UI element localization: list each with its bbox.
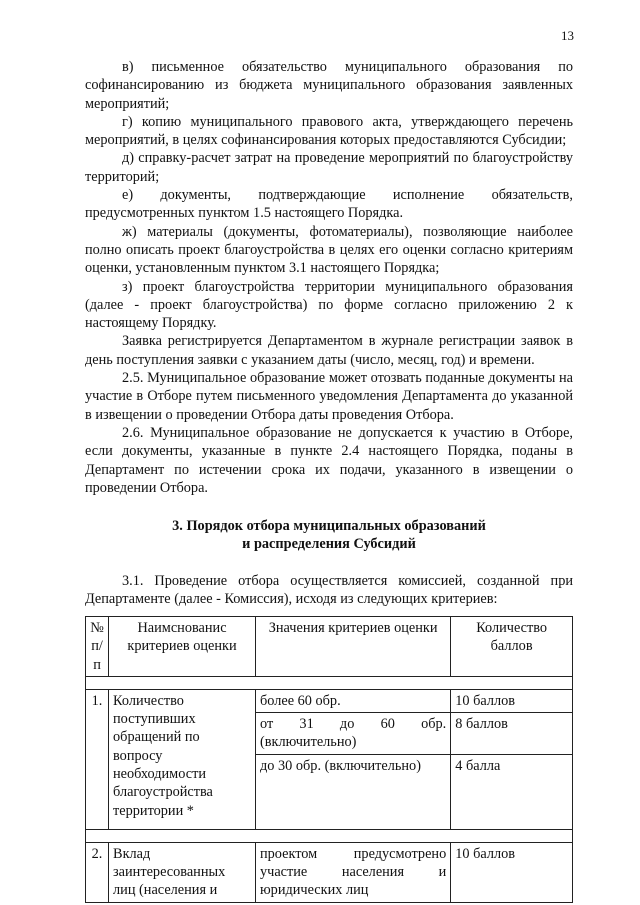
paragraph-e: е) документы, подтверждающие исполнение обязательств, предусмотренных пунктом 1.5 настоящего Порядка.	[85, 187, 573, 222]
header-criteria-name: Наимснованис критериев оценки	[109, 617, 256, 677]
row2-criteria-name: Вклад заинтересованных лиц (населения и	[109, 842, 256, 902]
paragraph-3-1: 3.1. Проведение отбора осуществляется комиссией, созданной при Департаменте (далее - Комиссия), исходя из следующих критериев:	[85, 572, 573, 608]
criteria-table	[85, 616, 573, 903]
paragraph-g: г) копию муниципального правового акта, утверждающего перечень мероприятий, в целях софинансирования которых предоставляются Субсидии;	[85, 113, 573, 149]
row2-value-1: проектом предусмотрено участие населения и юридических лиц	[256, 842, 451, 902]
section-heading-line1: 3. Порядок отбора муниципальных образований	[172, 518, 486, 535]
row1-points-2: 8 баллов	[451, 713, 573, 755]
section-heading-line2: и распределения Субсидий	[242, 536, 416, 553]
paragraph-d: д) справку-расчет затрат на проведение мероприятий по благоустройству территорий;	[85, 150, 573, 185]
row1-value-1: более 60 обр.	[256, 689, 451, 712]
header-num: № п/п	[86, 617, 109, 677]
row1-value-2: от 31 до 60 обр. (включительно)	[256, 713, 451, 755]
paragraph-z: з) проект благоустройства территории муниципального образования (далее - проект благоустройства) по форме согласно приложению 2 к настоящему Порядку.	[85, 278, 573, 332]
row1-value-3: до 30 обр. (включительно)	[256, 754, 451, 829]
row2-num: 2.	[86, 842, 109, 902]
row2-points-1: 10 баллов	[451, 842, 573, 902]
header-criteria-values: Значения критериев оценки	[256, 617, 451, 677]
section-heading	[85, 517, 573, 554]
row1-points-1: 10 баллов	[451, 689, 573, 712]
document-body	[85, 58, 573, 608]
paragraph-2-6: 2.6. Муниципальное образование не допускается к участию в Отборе, если документы, указанные в пункте 2.4 настоящего Порядка, поданы в Департамент по истечении срока их подачи, указанного в извещении о проведении Отбора.	[85, 424, 573, 496]
row1-criteria-name: Количество поступивших обращений по вопросу необходимости благоустройства территории *	[109, 689, 256, 829]
table-row	[86, 842, 573, 902]
table-spacer	[86, 676, 573, 689]
table-header-row	[86, 617, 573, 677]
table-spacer	[86, 829, 573, 842]
paragraph-registration: Заявка регистрируется Департаментом в журнале регистрации заявок в день поступления заявки с указанием даты (число, месяц, год) и времени.	[85, 333, 573, 368]
paragraph-v: в) письменное обязательство муниципального образования по софинансированию из бюджета муниципального образования заявленных мероприятий;	[85, 59, 573, 112]
row1-num: 1.	[86, 689, 109, 829]
paragraph-zh: ж) материалы (документы, фотоматериалы), позволяющие наиболее полно описать проект благоустройства в целях его оценки согласно критериям оценки, установленным пунктом 3.1 настоящего Порядка;	[85, 223, 573, 277]
row1-points-3: 4 балла	[451, 754, 573, 829]
page-number: 13	[561, 28, 574, 43]
table-row	[86, 689, 573, 712]
header-points: Количество баллов	[451, 617, 573, 677]
paragraph-2-5: 2.5. Муниципальное образование может отозвать поданные документы на участие в Отборе путем письменного уведомления Департамента до указанной в извещении о проведении Отбора даты проведения Отбора.	[85, 370, 573, 423]
